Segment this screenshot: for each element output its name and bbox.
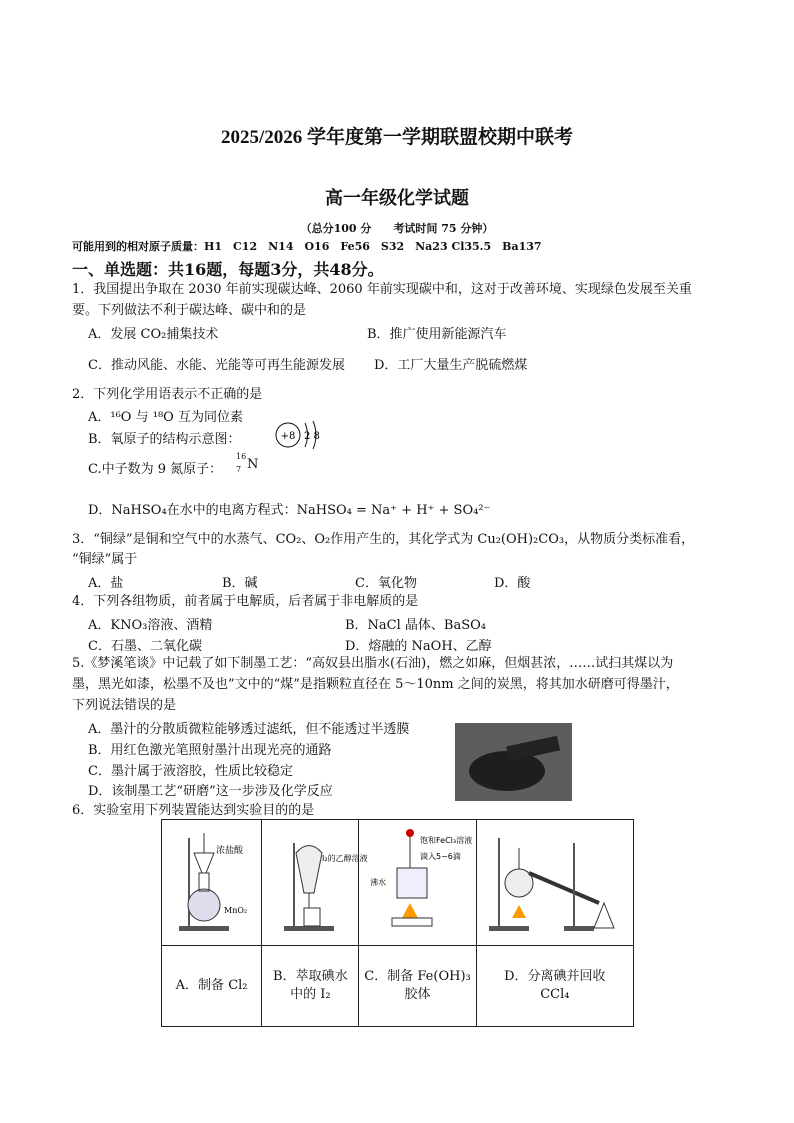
exam-title: 2025/2026 学年度第一学期联盟校期中联考	[220, 127, 574, 148]
q4-option-a: A．KNO₃溶液、酒精	[88, 618, 213, 633]
apparatus-c-caption: C．制备 Fe(OH)₃ 胶体	[359, 946, 476, 1027]
q5-option-a: A．墨汁的分散质微粒能够透过滤纸，但不能透过半透膜	[88, 722, 410, 737]
q1-stem-line2: 要。下列做法不利于碳达峰、碳中和的是	[72, 303, 307, 318]
chlorine-generator-diagram	[164, 823, 259, 938]
svg-text:饱和FeCl₃溶液: 饱和FeCl₃溶液	[419, 836, 472, 845]
q1-option-b: B．推广使用新能源汽车	[367, 327, 507, 342]
apparatus-d-cell	[476, 820, 633, 946]
apparatus-b-caption: B．萃取碘水 中的 I₂	[262, 946, 359, 1027]
q1-option-c: C．推动风能、水能、光能等可再生能源发展	[88, 358, 345, 373]
apparatus-a-cell	[162, 820, 262, 946]
q3-option-d: D．酸	[494, 576, 531, 591]
svg-text:沸水: 沸水	[369, 878, 386, 887]
svg-text:I₂的乙醇溶液: I₂的乙醇溶液	[322, 854, 368, 863]
atom-nucleus-charge: +8	[280, 431, 296, 442]
q3-option-c: C．氧化物	[355, 576, 417, 591]
atom-structure-diagram	[268, 418, 328, 452]
section-heading: 一、单选题：共16题，每题3分，共48分。	[72, 260, 384, 279]
q1-option-a: A．发展 CO₂捕集技术	[88, 327, 219, 342]
q5-stem-line3: 下列说法错误的是	[72, 698, 177, 713]
q5-option-b: B．用红色激光笔照射墨汁出现光亮的通路	[88, 743, 332, 758]
q2-option-a: A．¹⁶O 与 ¹⁸O 互为同位素	[88, 410, 243, 425]
atom-shell-electrons: 2 8	[304, 431, 320, 442]
q2-option-c: C.中子数为 9 氮原子：	[88, 462, 223, 477]
nitrogen-symbol: N	[247, 457, 259, 472]
colloid-preparation-diagram	[362, 823, 474, 938]
q3-stem-line2: “铜绿”属于	[72, 552, 138, 567]
apparatus-a-caption: A．制备 Cl₂	[162, 946, 262, 1027]
q4-option-c: C．石墨、二氧化碳	[88, 639, 202, 654]
q3-option-b: B．碱	[222, 576, 258, 591]
q6-stem: 6．实验室用下列装置能达到实验目的的是	[72, 803, 315, 818]
separatory-funnel-diagram	[264, 823, 368, 938]
apparatus-c-cell	[359, 820, 476, 946]
svg-text:浓盐酸: 浓盐酸	[216, 846, 244, 856]
q4-option-b: B．NaCl 晶体、BaSO₄	[345, 618, 486, 633]
q4-option-d: D．熔融的 NaOH、乙醇	[345, 639, 492, 654]
exam-subtitle: 高一年级化学试题	[325, 188, 469, 208]
nitrogen-atomic-number: 7	[236, 465, 242, 474]
apparatus-b-cell	[262, 820, 368, 946]
apparatus-table	[161, 819, 634, 1027]
q5-stem-line1: 5.《梦溪笔谈》中记载了如下制墨工艺：“高奴县出脂水(石油)，燃之如麻，但烟甚浓，……试扫其煤以为	[72, 656, 674, 671]
q2-option-b: B．氧原子的结构示意图：	[88, 432, 241, 447]
q4-stem: 4．下列各组物质，前者属于电解质，后者属于非电解质的是	[72, 594, 419, 609]
q5-option-d: D．该制墨工艺“研磨”这一步涉及化学反应	[88, 784, 333, 799]
nitrogen-mass-number: 16	[236, 452, 247, 461]
q3-stem-line1: 3．“铜绿”是铜和空气中的水蒸气、CO₂、O₂作用产生的，其化学式为 Cu₂(OH)₂CO₃，从物质分类标准看，	[72, 532, 695, 547]
q2-stem: 2．下列化学用语表示不正确的是	[72, 387, 263, 402]
q5-stem-line2: 墨，黑光如漆，松墨不及也”文中的“煤”是指颗粒直径在 5～10nm 之间的炭黑，将其加水研磨可得墨汁，	[72, 677, 679, 692]
q1-stem-line1: 1．我国提出争取在 2030 年前实现碳达峰、2060 年前实现碳中和，这对于改善环境、实现绿色发展至关重	[72, 282, 692, 297]
distillation-diagram	[479, 823, 631, 938]
q5-option-c: C．墨汁属于液溶胶，性质比较稳定	[88, 764, 293, 779]
exam-meta: （总分100 分 考试时间 75 分钟）	[300, 222, 494, 235]
svg-text:滴入5~6滴: 滴入5~6滴	[419, 852, 461, 861]
atomic-masses: 可能用到的相对原子质量：H1 C12 N14 O16 Fe56 S32 Na23 Cl35.5 Ba137	[72, 240, 542, 253]
inkstick-photo	[455, 723, 572, 801]
q1-option-d: D．工厂大量生产脱硫燃煤	[374, 358, 528, 373]
svg-text:MnO₂: MnO₂	[224, 906, 248, 915]
apparatus-d-caption: D．分离碘并回收 CCl₄	[476, 946, 633, 1027]
q3-option-a: A．盐	[88, 576, 124, 591]
q2-option-d: D．NaHSO₄在水中的电离方程式：NaHSO₄ = Na⁺ + H⁺ + SO₄²⁻	[88, 503, 491, 518]
